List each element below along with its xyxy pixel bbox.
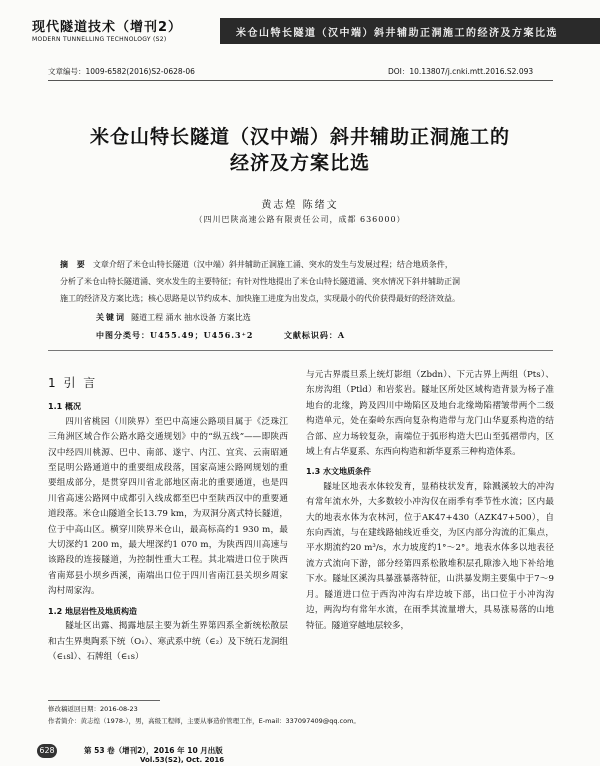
abstract-line3: 施工的经济及方案比选；核心思路是以节约成本、加快施工进度为出发点，实现最小的代价获得最好的经济效益。: [60, 294, 460, 303]
abstract-line2: 分析了米仓山特长隧道涌、突水发生的主要特征；有针对性地提出了米仓山特长隧道涌、突水情况下斜井辅助正洞: [60, 277, 460, 286]
authors: 黄志煌 陈绪文: [261, 200, 339, 211]
hydrology-paragraph: 隧址区地表水体较发育，显稍枝状发育，除溅溪较大的冲沟有常年流水外，大多数较小冲沟仅在雨季有季节性水流；区内最大的地表水体为农林河，位于AK47+430（AZK47+500），自东向西流，与在建线路轴线近垂交，为区内部分沟流的汇集点，平水期流约20 m³/s，水力坡度约1°～2°。地表水体多以地表径流方式流向下游，部分经第四系松散堆积层孔隙渗入地下补给地下水。隧址区溪沟具暴涨暴落特征，山洪暴发期主要集中于7～9月。隧道进口位于西沟冲沟右岸边坡下部，出口位于小冲沟沟边，两沟均有常年水流，在雨季其流量增大，具易涨易落的山地特征。隧道穿越地层较多，: [306, 481, 554, 631]
clc-number: 中图分类号：U455.49；U456.3⁺2: [96, 330, 254, 340]
abstract: [60, 256, 550, 307]
page-number: 628: [37, 744, 57, 758]
overview-paragraph: 四川省桃园（川陕界）至巴中高速公路项目属于《泛珠江三角洲区域合作公路水路交通规划》中的“纵五线”——即陕西汉中经四川桃源、巴中、南部、遂宁、内江、宜宾、云南昭通至昆明公路通道中的重要组成段落，国家高速公路网规划的重要组成部分，是贯穿四川省北部地区南北的重要通道，也是四川省高速公路网中成都引入线成都至巴中至陕西汉中的重要通道段落。米仓山隧道全长13.79 km，为双洞分离式特长隧道，位于中高山区。横穿川陕界米仓山，最高标高约1 930 m，最大切深约1 200 m，最大埋深约1 070 m，为陕西四川高速与该路段的连接隧道，为控制性重大工程。其北端进口位于陕西省南郑县小坝乡西溪，南端出口位于四川省南江县关坝乡周家沟村周家沟。: [48, 416, 288, 597]
received-date: 修改稿返回日期：2016-08-23: [48, 705, 138, 713]
geology-paragraph: 隧址区出露、揭露地层主要为新生界第四系全新统松散层和古生界奥陶系下统（O₁）、寒武系中统（∈₂）及下统石龙洞组（∈₁sl）、石牌组（∈₁s）: [48, 621, 288, 662]
issue-info-en: Vol.53(S2), Oct. 2016: [140, 756, 225, 764]
article-number: 文章编号：1009-6582(2016)S2-0628-06: [48, 67, 195, 76]
abstract-rule: [48, 350, 553, 351]
paper-title-line1: 米仓山特长隧道（汉中端）斜井辅助正洞施工的: [89, 126, 510, 148]
keywords-text: 隧道工程 涌水 抽水设备 方案比选: [131, 313, 251, 322]
subsection-heading-hydrology: 1.3 水文地质条件: [306, 467, 371, 477]
issue-info-cn: 第 53 卷（增刊2），2016 年 10 月出版: [84, 746, 223, 755]
running-title: 米仓山特长隧道（汉中端）斜井辅助正洞施工的经济及方案比选: [236, 28, 558, 39]
abstract-line1: 文章介绍了米仓山特长隧道（汉中端）斜井辅助正洞施工涌、突水的发生与发展过程；结合地质条件，: [92, 260, 453, 269]
right-column: [306, 368, 554, 634]
classification: [96, 330, 345, 341]
journal-title-en: MODERN TUNNELLING TECHNOLOGY (S2): [32, 36, 167, 43]
document-code: 文献标识码：A: [283, 330, 346, 340]
doi: DOI：10.13807/j.cnki.mtt.2016.S2.093: [388, 67, 534, 76]
paper-title-line2: 经济及方案比选: [229, 152, 370, 174]
left-column: [48, 376, 288, 665]
subsection-heading-geology: 1.2 地层岩性及地质构造: [48, 606, 137, 616]
keywords: [96, 312, 251, 323]
header-rule: [48, 80, 553, 81]
journal-title: 现代隧道技术（增刊2）: [32, 20, 183, 35]
subsection-heading-overview: 1.1 概况: [48, 402, 81, 412]
footnote-rule: [48, 700, 160, 701]
section-heading-introduction: 1 引 言: [48, 376, 98, 390]
affiliation: （四川巴陕高速公路有限责任公司，成都 636000）: [194, 215, 406, 224]
abstract-label: 摘 要: [60, 259, 88, 269]
keywords-label: 关键词: [96, 312, 126, 322]
author-bio: 作者简介：黄志煌（1978-），男，高级工程师，主要从事造价管理工作，E-mail：337097409@qq.com。: [48, 717, 360, 725]
geology-continued-paragraph: 与元古界震旦系上统灯影组（Zbdn）、下元古界上两组（Pts）、东房沟组（Ptld）和岩浆岩。隧址区所处区域构造背景为杨子准地台的北缘，跨及四川中坳陷区及地台北缘坳陷褶皱带两个二级构造单元，处在秦岭东西向复杂构造带与龙门山华夏系构造的结合部、应力场较复杂，南端位于弧形构造大巴山至弧褶带内，区域上有占华夏系、东西向构造和新华夏系三种构造体系。: [306, 370, 554, 458]
